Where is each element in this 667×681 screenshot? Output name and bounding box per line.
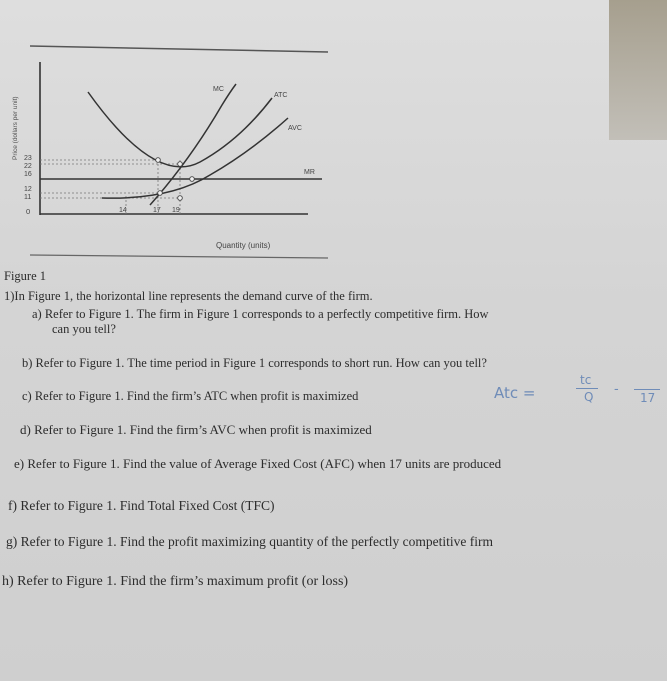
question-f: f) Refer to Figure 1. Find Total Fixed Cost (TFC) — [8, 498, 275, 513]
avc-curve — [102, 118, 288, 198]
handwritten-dash: - — [614, 382, 619, 397]
background-corner — [609, 0, 667, 140]
atc-label: ATC — [274, 92, 288, 99]
y-tick-23: 23 — [24, 155, 32, 162]
y-tick-0: 0 — [26, 207, 31, 216]
x-tick-19: 19 — [172, 207, 180, 214]
avc-label: AVC — [288, 125, 302, 132]
question-a-line2: can you tell? — [52, 322, 116, 336]
y-tick-12: 12 — [24, 186, 32, 193]
y-axis-label: Price (dollars per unit) — [12, 96, 19, 160]
question-b: b) Refer to Figure 1. The time period in Figure 1 corresponds to short run. How can you tell? — [22, 356, 487, 370]
figure-caption: Figure 1 — [4, 269, 47, 283]
handwritten-atc-eq: Atc = — [494, 384, 536, 402]
x-tick-14: 14 — [119, 207, 127, 214]
top-rule — [30, 46, 328, 52]
x-axis-label: Quantity (units) — [216, 241, 271, 250]
dashed-guides — [40, 160, 180, 214]
x-tick-17: 17 — [153, 207, 161, 214]
handwritten-tc: tc — [580, 373, 592, 387]
y-tick-11: 11 — [24, 194, 32, 201]
question-d: d) Refer to Figure 1. Find the firm’s AVC when profit is maximized — [20, 422, 372, 437]
atc-curve — [88, 92, 272, 167]
question-c: c) Refer to Figure 1. Find the firm’s ATC when profit is maximized — [22, 389, 359, 403]
y-tick-22: 22 — [24, 163, 32, 170]
handwritten-q: Q — [584, 390, 594, 404]
question-a-line1: a) Refer to Figure 1. The firm in Figure 1 corresponds to a perfectly competitive firm. How — [32, 307, 489, 321]
mr-label: MR — [304, 169, 315, 176]
handwritten-fraction-bar — [576, 388, 598, 389]
y-tick-16: 16 — [24, 171, 32, 178]
question-e: e) Refer to Figure 1. Find the value of Average Fixed Cost (AFC) when 17 units are produced — [14, 456, 502, 471]
figure-1-chart — [0, 0, 340, 262]
question-h: h) Refer to Figure 1. Find the firm’s maximum profit (or loss) — [2, 574, 349, 589]
mc-label: MC — [213, 86, 224, 93]
question-intro: 1)In Figure 1, the horizontal line represents the demand curve of the firm. — [4, 289, 373, 303]
handwritten-fraction-bar-2 — [634, 389, 660, 390]
mc-curve — [150, 84, 236, 205]
bottom-rule — [30, 255, 328, 258]
question-g: g) Refer to Figure 1. Find the profit maximizing quantity of the perfectly competitive firm — [6, 534, 494, 549]
handwritten-17: 17 — [640, 391, 656, 405]
